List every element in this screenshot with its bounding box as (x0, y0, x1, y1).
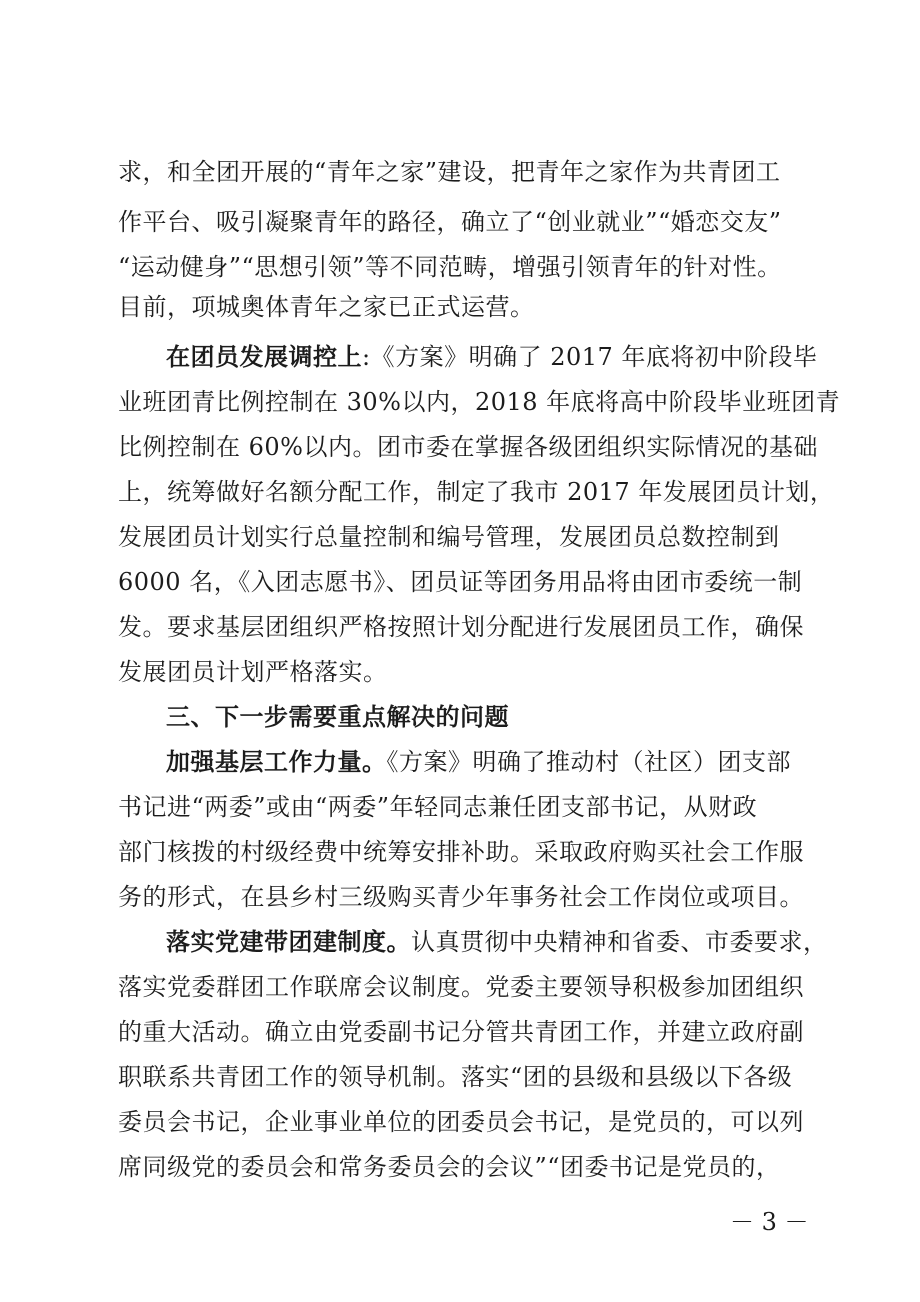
text-line: 业班团青比例控制在 30%以内，2018 年底将高中阶段毕业班团青 (118, 388, 841, 416)
text-line: 务的形式，在县乡村三级购买青少年事务社会工作岗位或项目。 (118, 883, 804, 911)
text-line: 发展团员计划实行总量控制和编号管理，发展团员总数控制到 (118, 523, 780, 551)
text-line: 比例控制在 60%以内。团市委在掌握各级团组织实际情况的基础 (118, 433, 818, 461)
text-line: 书记进“两委”或由“两委”年轻同志兼任团支部书记，从财政 (118, 793, 758, 821)
paragraph-line (0, 340, 920, 374)
paragraph-line (0, 155, 920, 189)
text-line: 《方案》明确了推动村（社区）团支部 (386, 748, 791, 776)
paragraph-line (0, 565, 920, 599)
text-line: 的重大活动。确立由党委副书记分管共青团工作，并建立政府副 (118, 1018, 804, 1046)
text-line: 职联系共青团工作的领导机制。落实“团的县级和县级以下各级 (118, 1063, 793, 1091)
paragraph-line (0, 970, 920, 1004)
text-line: 发展团员计划严格落实。 (118, 658, 388, 686)
section-heading-inline: 在团员发展调控上 (166, 343, 362, 371)
paragraph-line (0, 655, 920, 689)
paragraph-line (0, 835, 920, 869)
paragraph-line (0, 475, 920, 509)
text-line: 席同级党的委员会和常务委员会的会议”“团委书记是党员的， (118, 1153, 781, 1181)
paragraph-line (0, 1060, 920, 1094)
paragraph-line (0, 430, 920, 464)
paragraph-line (0, 745, 920, 779)
text-line: 认真贯彻中央精神和省委、市委要求， (411, 928, 828, 956)
text-line: :《方案》明确了 2017 年底将初中阶段毕 (362, 343, 818, 371)
paragraph-line (0, 205, 920, 239)
text-line: 目前，项城奥体青年之家已正式运营。 (118, 293, 535, 321)
text-line: 部门核拨的村级经费中统筹安排补助。采取政府购买社会工作服 (118, 838, 804, 866)
text-line: 落实党委群团工作联席会议制度。党委主要领导积极参加团组织 (118, 973, 804, 1001)
page-number: － 3 － (730, 1208, 809, 1236)
paragraph-line (0, 290, 920, 324)
paragraph-line (0, 880, 920, 914)
section-heading: 三、下一步需要重点解决的问题 (166, 703, 509, 731)
paragraph-line (0, 385, 920, 419)
text-line: 上，统筹做好名额分配工作，制定了我市 2017 年发展团员计划， (118, 478, 835, 506)
text-line: 发。要求基层团组织严格按照计划分配进行发展团员工作，确保 (118, 613, 804, 641)
section-heading-inline: 加强基层工作力量。 (166, 748, 387, 776)
section-heading-inline: 落实党建带团建制度。 (166, 928, 411, 956)
text-line: 求，和全团开展的“青年之家”建设，把青年之家作为共青团工 (118, 158, 781, 186)
paragraph-line (0, 700, 920, 734)
text-line: 委员会书记，企业事业单位的团委员会书记，是党员的，可以列 (118, 1108, 804, 1136)
paragraph-line (0, 1015, 920, 1049)
paragraph-line (0, 250, 920, 284)
paragraph-line (0, 1150, 920, 1184)
text-line: 6000 名，《入团志愿书》、团员证等团务用品将由团市委统一制 (118, 568, 803, 596)
paragraph-line (0, 1105, 920, 1139)
text-line: 作平台、吸引凝聚青年的路径，确立了“创业就业”“婚恋交友” (118, 208, 782, 236)
text-line: “运动健身”“思想引领”等不同范畴，增强引领青年的针对性。 (118, 253, 782, 281)
paragraph-line (0, 520, 920, 554)
paragraph-line (0, 790, 920, 824)
paragraph-line (0, 610, 920, 644)
paragraph-line (0, 925, 920, 959)
